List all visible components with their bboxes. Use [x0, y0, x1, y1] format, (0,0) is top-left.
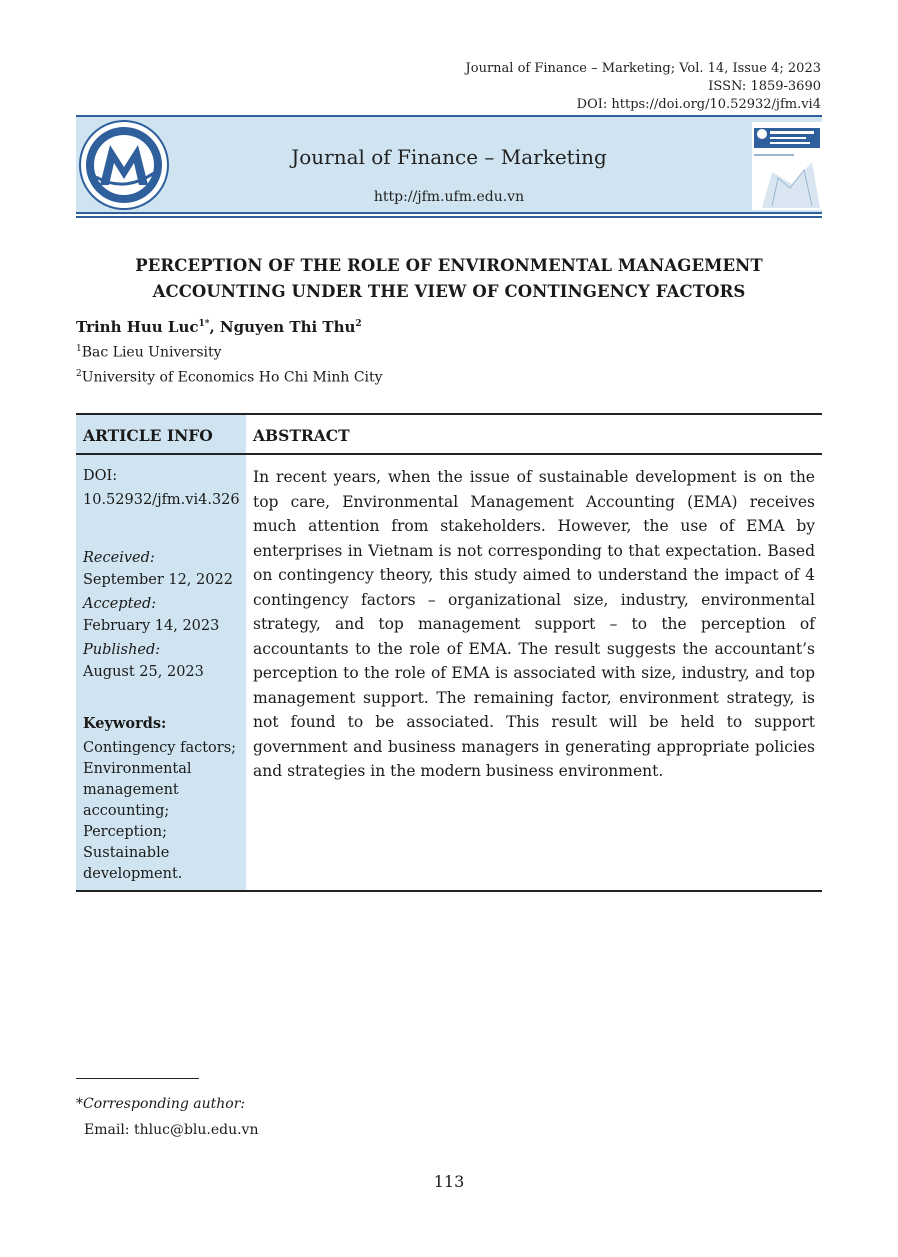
corresponding-author-label: *Corresponding author:	[76, 1096, 246, 1112]
accepted-label-text: Accepted:	[83, 596, 157, 612]
keyword: accounting;	[83, 803, 170, 819]
affiliation-marker: 1	[76, 344, 82, 354]
doi-label: DOI:	[83, 468, 118, 484]
keyword: Contingency factors;	[83, 740, 237, 756]
affiliation-marker: 2	[76, 369, 82, 379]
author-marker: 2	[355, 319, 362, 329]
keyword: management	[83, 782, 179, 798]
keyword: Sustainable	[83, 845, 170, 861]
journal-metadata	[466, 60, 821, 114]
affiliation	[76, 369, 383, 386]
journal-banner	[76, 115, 822, 213]
corresponding-email[interactable]: Email: thluc@blu.edu.vn	[84, 1122, 259, 1138]
published-date: August 25, 2023	[83, 664, 204, 680]
page-number: 113	[433, 1172, 465, 1191]
article-title	[76, 253, 822, 305]
table-rule	[76, 453, 822, 455]
affiliation	[76, 344, 222, 361]
journal-url[interactable]: http://jfm.ufm.edu.vn	[373, 189, 525, 205]
journal-issue: Journal of Finance – Marketing; Vol. 14, Issue 4; 2023	[465, 61, 821, 76]
title-line: PERCEPTION OF THE ROLE OF ENVIRONMENTAL MANAGEMENT	[135, 256, 763, 275]
abstract-heading: ABSTRACT	[253, 426, 350, 445]
issn: ISSN: 1859-3690	[708, 79, 821, 94]
doi-link[interactable]: DOI: https://doi.org/10.52932/jfm.vi4	[576, 97, 821, 112]
author-name: Nguyen Thi Thu	[219, 318, 356, 336]
keyword: development.	[83, 866, 183, 882]
banner-divider	[76, 216, 822, 218]
footnote-rule	[76, 1078, 199, 1079]
author-marker: 1*	[198, 319, 210, 329]
published-label	[83, 640, 243, 661]
doi-value[interactable]: 10.52932/jfm.vi4.326	[83, 492, 240, 508]
accepted-date: February 14, 2023	[83, 618, 220, 634]
keywords-list	[83, 738, 243, 885]
article-info-heading: ARTICLE INFO	[83, 426, 213, 445]
journal-cover-icon	[752, 122, 822, 210]
affiliation-name: University of Economics Ho Chi Minh City	[81, 369, 383, 386]
table-rule	[76, 413, 822, 415]
table-rule	[76, 890, 822, 892]
author-separator: ,	[209, 318, 220, 336]
journal-name: Journal of Finance – Marketing	[291, 145, 607, 169]
accepted-label	[83, 594, 243, 615]
keyword: Environmental	[83, 761, 192, 777]
title-line: ACCOUNTING UNDER THE VIEW OF CONTINGENCY FACTORS	[152, 282, 746, 301]
abstract-text: In recent years, when the issue of sustainable development is on the top care, Environmental Management Accounting (EMA) receives much attention from stakeholders. However, the use of EMA by enterprises in Vietnam is not corresponding to that expectation. Based on contingency theory, this study aimed to understand the impact of 4 contingency factors – organizational size, industry, environmental strategy, and top management support – to the perception of accountants to the role of EMA. The result suggests the accountant’s perception to the role of EMA is associated with size, industry, and top management support. The remaining factor, environment strategy, is not found to be associated. This result will be held to support government and business managers in generating appropriate policies and strategies in the modern business environment.	[253, 468, 815, 780]
received-date: September 12, 2022	[83, 572, 233, 588]
author-list	[76, 318, 362, 336]
received-label-text: Received:	[83, 550, 155, 566]
author-name: Trinh Huu Luc	[76, 318, 199, 336]
published-label-text: Published:	[83, 642, 161, 658]
keyword: Perception;	[83, 824, 168, 840]
keywords-label: Keywords:	[83, 715, 167, 732]
received-label	[83, 548, 243, 569]
banner-divider	[76, 212, 822, 214]
affiliation-name: Bac Lieu University	[81, 344, 222, 361]
